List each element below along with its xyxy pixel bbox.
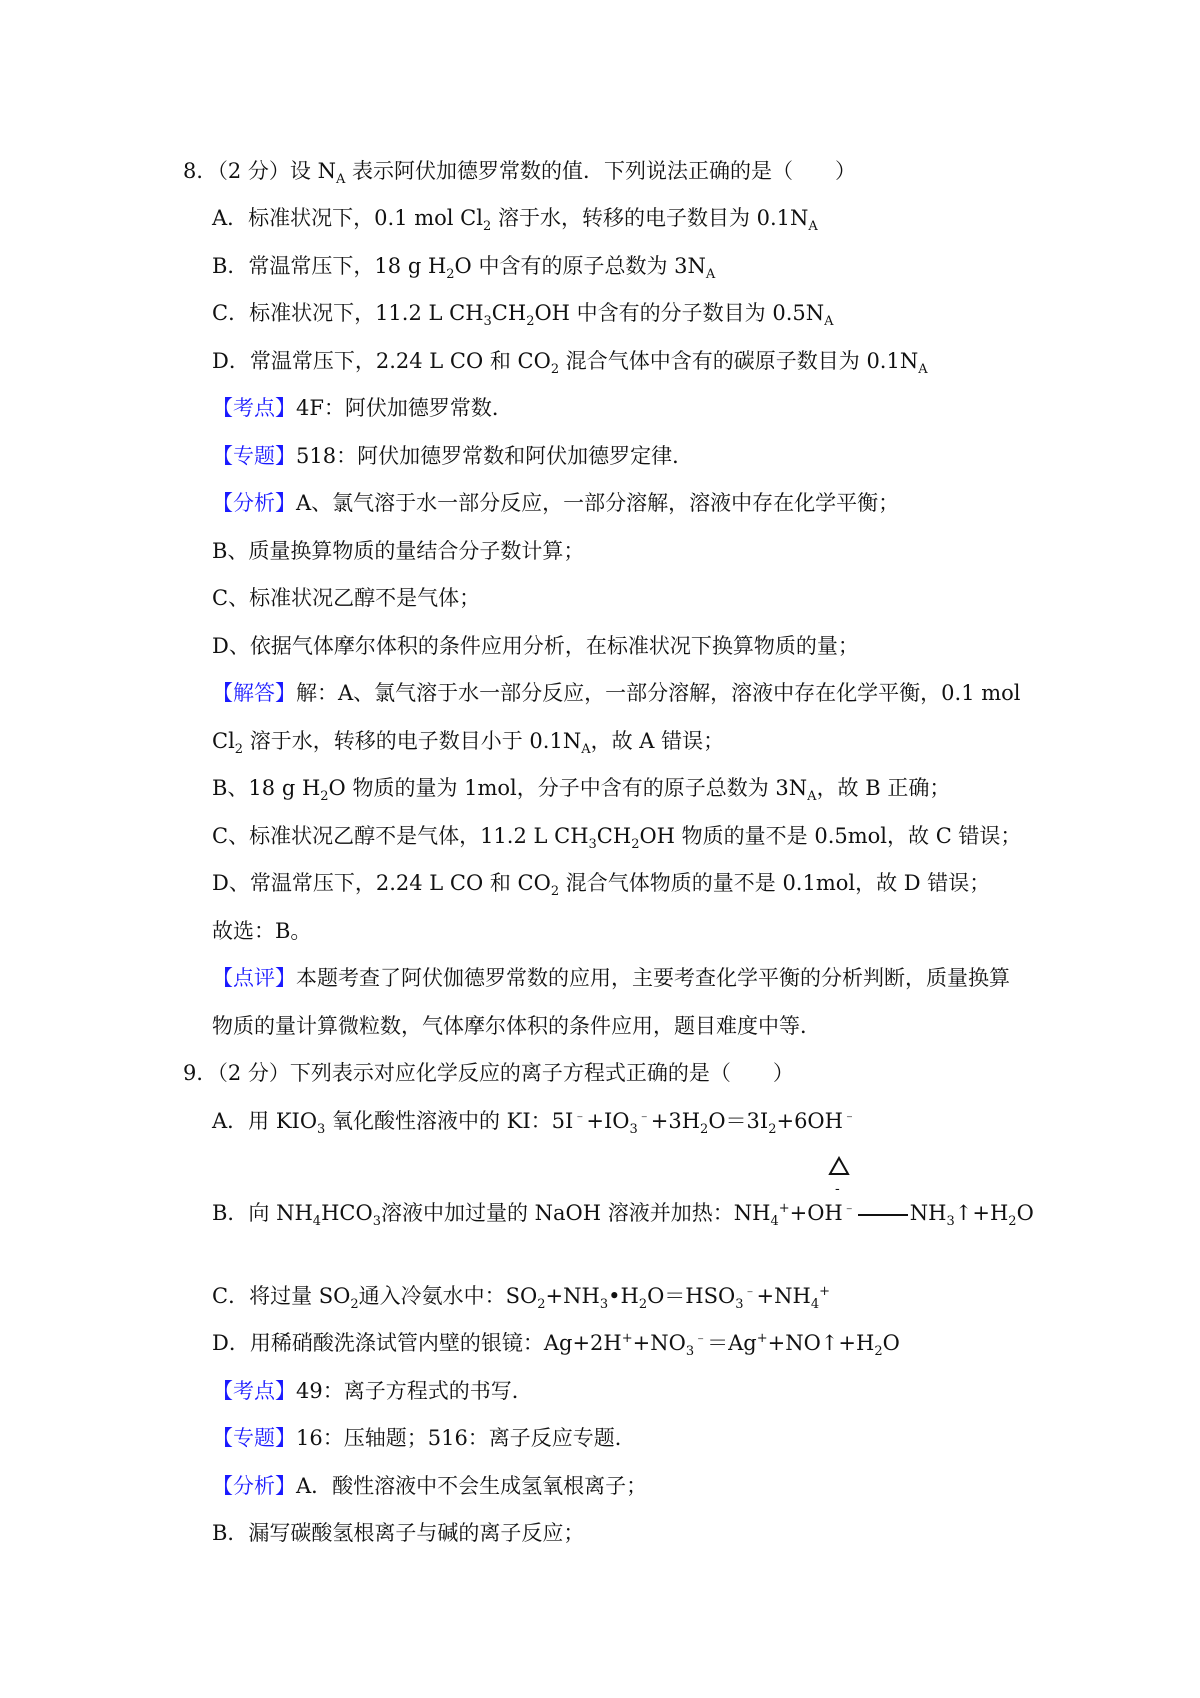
q8-option-c: C．标准状况下，11.2 L $CH_3CH_2OH$ 中含有的分子数目为 $0.5N_A$ [212,301,834,329]
q8-option-b: B．常温常压下，18 g $H_2O$ 中含有的原子总数为 $3N_A$ [212,254,716,282]
q8-dianping-2: 物质的量计算微粒数，气体摩尔体积的条件应用，题目难度中等． [212,1014,821,1038]
q9-option-a: A．用 $KIO_3$ 氧化酸性溶液中的 KI：$5I^﹣+IO_3^﹣+3H_2O=3I_2+6OH^﹣$ [212,1109,856,1137]
q9-option-b: B．向 $NH_4HCO_3$溶液中加过量的 NaOH 溶液并加热：$NH_4^++OH^﹣$ $NH_3↑+H_2O$ [212,1201,1034,1229]
q8-kaodian: 【考点】4F：阿伏加德罗常数． [212,396,513,420]
q9-kaodian: 【考点】49：离子方程式的书写． [212,1379,533,1403]
q9-stem: 9．（2 分）下列表示对应化学反应的离子方程式正确的是（ ） [183,1061,794,1085]
q8-jieda-a2: $Cl_2$ 溶于水，转移的电子数目小于 $0.1N_A$，故 A 错误； [212,729,725,757]
q9-option-c: C．将过量 $SO_2$通入冷氨水中：$SO_2+NH_3•H_2O=HSO_3^﹣+NH_4^+$ [212,1284,831,1312]
q9-option-d: D．用稀硝酸洗涤试管内壁的银镜：$Ag+2H^++NO_3^﹣=Ag^++NO↑+H_2O$ [212,1331,900,1359]
q8-dianping: 【点评】本题考查了阿伏伽德罗常数的应用，主要考查化学平衡的分析判断，质量换算 [212,966,1010,990]
q9-fenxi-b: B．漏写碳酸氢根离子与碱的离子反应； [212,1521,585,1545]
q8-fenxi: 【分析】A、氯气溶于水一部分反应，一部分溶解，溶液中存在化学平衡； [212,491,900,515]
q8-fenxi-b: B、质量换算物质的量结合分子数计算； [212,539,585,563]
q8-stem: 8．（2 分）设 $N_A$ 表示阿伏加德罗常数的值．下列说法正确的是（ ） [183,159,857,187]
q8-fenxi-d: D、依据气体摩尔体积的条件应用分析，在标准状况下换算物质的量； [212,634,859,658]
q8-jieda-b: B、18 g $H_2O$ 物质的量为 1mol，分子中含有的原子总数为 $3N_A$，故 B 正确； [212,776,951,804]
q8-option-d: D．常温常压下，2.24 L CO 和 $CO_2$ 混合气体中含有的碳原子数目为 $0.1N_A$ [212,349,928,377]
q8-zhuanti: 【专题】518：阿伏加德罗常数和阿伏加德罗定律． [212,444,694,468]
q9-fenxi: 【分析】A．酸性溶液中不会生成氢氧根离子； [212,1474,648,1498]
q8-choice: 故选：B。 [212,919,312,943]
q9-zhuanti: 【专题】16：压轴题；516：离子反应专题． [212,1426,636,1450]
q8-fenxi-c: C、标准状况乙醇不是气体； [212,586,481,610]
q8-jieda: 【解答】解：A、氯气溶于水一部分反应，一部分溶解，溶液中存在化学平衡，0.1 mol [212,681,1021,705]
q8-option-a: A．标准状况下，0.1 mol $Cl_2$ 溶于水，转移的电子数目为 $0.1N_A$ [212,206,818,234]
q8-jieda-d: D、常温常压下，2.24 L CO 和 $CO_2$ 混合气体物质的量不是 0.1mol，故 D 错误； [212,871,991,899]
heat-triangle-icon [828,1156,850,1178]
heat-mark: - [835,1181,840,1197]
q8-jieda-c: C、标准状况乙醇不是气体，11.2 L $CH_3CH_2OH$ 物质的量不是 0.5mol，故 C 错误； [212,824,1022,852]
reaction-arrow [858,1214,908,1216]
